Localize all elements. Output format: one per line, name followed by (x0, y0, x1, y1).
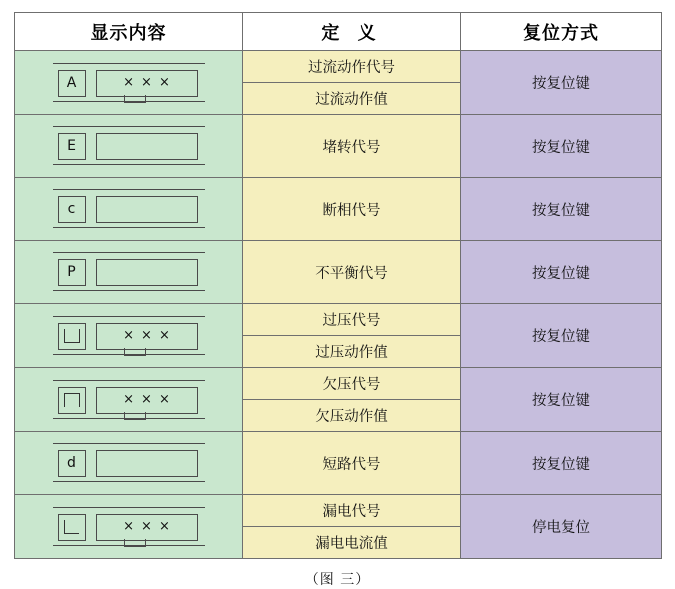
lcd-char-box (58, 387, 86, 414)
definition-cell: 过流动作代号 (243, 51, 461, 83)
lcd-bottom-line (53, 418, 205, 419)
lcd-display-glyph (50, 505, 208, 549)
display-cell (15, 241, 243, 304)
lcd-top-line (53, 316, 205, 317)
display-cell (15, 495, 243, 559)
table-row (15, 368, 662, 400)
table-row (15, 51, 662, 83)
lcd-display-glyph (50, 250, 208, 294)
lcd-top-line (53, 63, 205, 64)
lcd-display-glyph (50, 187, 208, 231)
definition-cell: 断相代号 (243, 178, 461, 241)
definition-cell: 漏电电流值 (243, 527, 461, 559)
definition-cell: 过压代号 (243, 304, 461, 336)
lcd-value-box: ××× (96, 387, 198, 414)
lcd-display-glyph (50, 378, 208, 422)
lcd-value-box: ××× (96, 514, 198, 541)
definition-cell: 短路代号 (243, 432, 461, 495)
definition-cell: 漏电代号 (243, 495, 461, 527)
display-cell (15, 115, 243, 178)
lcd-char-box: P (58, 259, 86, 286)
lcd-display-glyph (50, 124, 208, 168)
lcd-top-line (53, 252, 205, 253)
lcd-display-glyph (50, 314, 208, 358)
lcd-top-line (53, 380, 205, 381)
lcd-char-box (58, 514, 86, 541)
lcd-top-line (53, 443, 205, 444)
display-cell (15, 178, 243, 241)
display-cell (15, 368, 243, 432)
lcd-bottom-line (53, 545, 205, 546)
lcd-value-box (96, 196, 198, 223)
table-row (15, 432, 662, 495)
definition-cell: 堵转代号 (243, 115, 461, 178)
lcd-bottom-line (53, 481, 205, 482)
reset-cell: 按复位键 (461, 178, 662, 241)
table-row (15, 115, 662, 178)
lcd-top-line (53, 507, 205, 508)
table-row (15, 178, 662, 241)
lcd-display-glyph (50, 61, 208, 105)
table-row (15, 304, 662, 336)
lcd-value-box (96, 133, 198, 160)
lcd-value-box (96, 450, 198, 477)
reset-cell: 按复位键 (461, 304, 662, 368)
definition-cell: 欠压代号 (243, 368, 461, 400)
table-row (15, 495, 662, 527)
lcd-value-box: ××× (96, 70, 198, 97)
header-definition: 定 义 (243, 13, 461, 51)
lcd-bottom-line (53, 227, 205, 228)
lcd-value-box (96, 259, 198, 286)
header-reset-method: 复位方式 (461, 13, 662, 51)
display-cell (15, 304, 243, 368)
table-row (15, 241, 662, 304)
table-header-row (15, 13, 662, 51)
display-definition-table (14, 12, 662, 559)
definition-cell: 过压动作值 (243, 336, 461, 368)
lcd-bottom-line (53, 290, 205, 291)
reset-cell: 按复位键 (461, 241, 662, 304)
definition-cell: 过流动作值 (243, 83, 461, 115)
lcd-char-box: E (58, 133, 86, 160)
lcd-bottom-line (53, 354, 205, 355)
u-shape-icon (64, 329, 80, 343)
display-cell (15, 432, 243, 495)
lcd-top-line (53, 126, 205, 127)
lcd-char-box: A (58, 70, 86, 97)
lcd-char-box: c (58, 196, 86, 223)
n-shape-icon (64, 393, 80, 407)
lcd-value-box: ××× (96, 323, 198, 350)
lcd-top-line (53, 189, 205, 190)
reset-cell: 按复位键 (461, 115, 662, 178)
reset-cell: 按复位键 (461, 368, 662, 432)
l-shape-icon (64, 520, 79, 534)
definition-cell: 不平衡代号 (243, 241, 461, 304)
reset-cell: 按复位键 (461, 432, 662, 495)
display-cell (15, 51, 243, 115)
definition-cell: 欠压动作值 (243, 400, 461, 432)
lcd-char-box (58, 323, 86, 350)
figure-caption: （图 三） (304, 572, 371, 588)
reset-cell: 按复位键 (461, 51, 662, 115)
header-display-content: 显示内容 (15, 13, 243, 51)
reset-cell: 停电复位 (461, 495, 662, 559)
lcd-bottom-line (53, 101, 205, 102)
lcd-char-box: d (58, 450, 86, 477)
lcd-bottom-line (53, 164, 205, 165)
lcd-display-glyph (50, 441, 208, 485)
